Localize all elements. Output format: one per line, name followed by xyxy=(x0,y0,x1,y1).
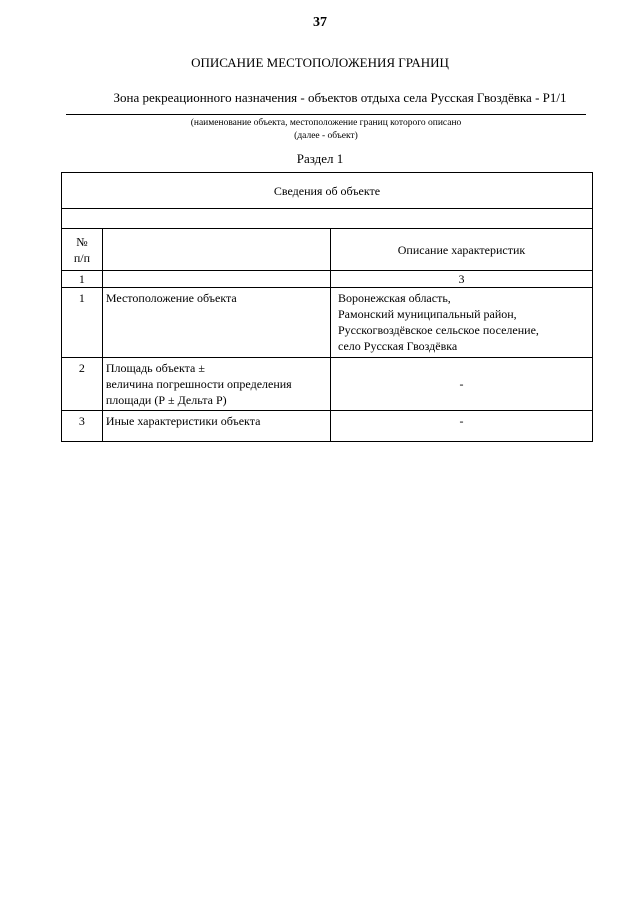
col-number-header-line-2: п/п xyxy=(73,250,91,265)
row-value-line: село Русская Гвоздёвка xyxy=(337,339,458,353)
object-info-table xyxy=(61,172,593,442)
row-value xyxy=(330,288,592,358)
row-number: 1 xyxy=(62,288,103,358)
row-value xyxy=(330,411,592,442)
document-title: ОПИСАНИЕ МЕСТОПОЛОЖЕНИЯ ГРАНИЦ xyxy=(191,55,449,70)
row-value xyxy=(330,358,592,411)
row-value-line: Рамонский муниципальный район, xyxy=(337,307,517,321)
index-cell-2 xyxy=(102,271,330,288)
col-number-header xyxy=(62,229,103,271)
table-row xyxy=(62,411,593,442)
row-name-line: Иные характеристики объекта xyxy=(105,414,261,428)
row-name-line: величина погрешности определения xyxy=(105,377,292,391)
row-name-line: Площадь объекта ± xyxy=(105,361,205,375)
index-cell-1: 1 xyxy=(62,271,103,288)
index-cell-3: 3 xyxy=(330,271,592,288)
section-title: Раздел 1 xyxy=(296,151,344,166)
row-name xyxy=(102,358,330,411)
page-number: 37 xyxy=(313,15,327,30)
row-number: 2 xyxy=(62,358,103,411)
table-row xyxy=(62,288,593,358)
underline-divider xyxy=(66,114,586,115)
row-name xyxy=(102,288,330,358)
row-value-line: - xyxy=(459,377,464,391)
row-number: 3 xyxy=(62,411,103,442)
row-name-line: Местоположение объекта xyxy=(105,291,237,305)
row-value-line: - xyxy=(459,414,464,428)
caption-line-2: (далее - объект) xyxy=(294,131,358,141)
col-name-header xyxy=(102,229,330,271)
empty-row xyxy=(62,209,593,229)
col-description-header: Описание характеристик xyxy=(330,229,592,271)
row-value-line: Воронежская область, xyxy=(337,291,451,305)
row-name-line: площади (Р ± Дельта Р) xyxy=(105,393,227,407)
table-heading: Сведения об объекте xyxy=(62,173,593,209)
row-value-line: Русскогвоздёвское сельское поселение, xyxy=(337,323,539,337)
zone-name: Зона рекреационного назначения - объектов отдыха села Русская Гвоздёвка - Р1/1 xyxy=(113,90,567,105)
col-number-header-line-1: № xyxy=(76,234,88,249)
caption xyxy=(66,117,586,143)
caption-line-1: (наименование объекта, местоположение границ которого описано xyxy=(190,118,462,128)
table-row xyxy=(62,358,593,411)
row-name xyxy=(102,411,330,442)
